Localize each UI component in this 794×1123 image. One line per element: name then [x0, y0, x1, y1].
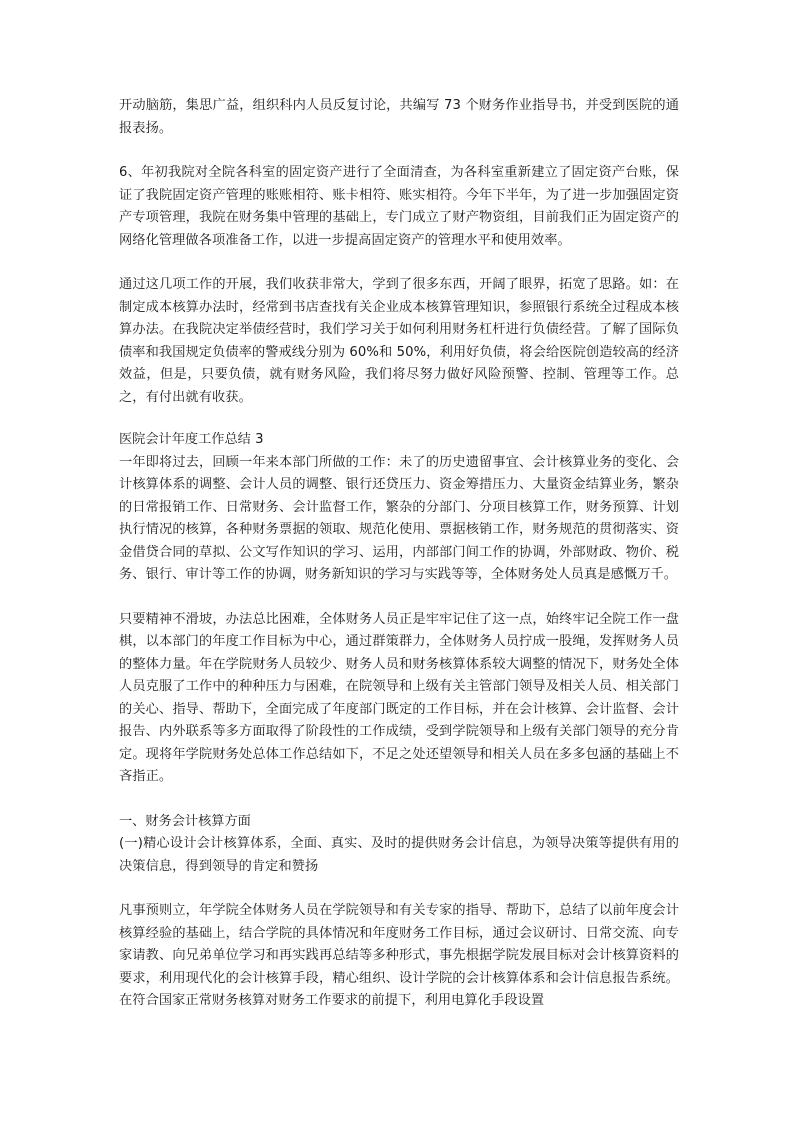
section-heading-accounting: 一、财务会计核算方面 [119, 813, 251, 829]
paragraph-fixed-assets: 6、年初我院对全院各科室的固定资产进行了全面清查，为各科室重新建立了固定资产台账，保证了我院固定资产管理的账账相符、账卡相符、账实相符。今年下半年，为了进一步加强固定资产专项管理，我院在财务集中管理的基础上，专门成立了财产物资组，目前我们正为固定资产的网络化管理做各项准备工作，以进一步提高固定资产的管理水平和使用效率。 [119, 165, 679, 248]
paragraph-spirit: 只要精神不滑坡，办法总比困难，全体财务人员正是牢牢记住了这一点，始终牢记全院工作一盘棋，以本部门的年度工作目标为中心，通过群策群力，全体财务人员拧成一股绳，发挥财务人员的整体力量。年在学院财务人员较少、财务人员和财务核算体系较大调整的情况下，财务处全体人员克服了工作中的种种压力与困难，在院领导和上级有关主管部门领导及相关人员、相关部门的关心、指导、帮助下，全面完成了年度部门既定的工作目标，并在会计核算、会计监督、会计报告、内外联系等多方面取得了阶段性的工作成绩，受到学院领导和上级有关部门领导的充分肯定。现将年学院财务处总体工作总结如下，不足之处还望领导和相关人员在多多包涵的基础上不吝指正。 [119, 611, 679, 784]
paragraph-harvest: 通过这几项工作的开展，我们收获非常大，学到了很多东西，开阔了眼界，拓宽了思路。如：在制定成本核算办法时，经常到书店查找有关企业成本核算管理知识，参照银行系统全过程成本核算办法。在我院决定举债经营时，我们学习关于如何利用财务杠杆进行负债经营。了解了国际负债率和我国规定负债率的警戒线分别为 60%和 50%，利用好负债，将会给医院创造较高的经济效益，但是，只要负债，就有财务风险，我们将尽努力做好风险预警、控制、管理等工作。总之，有付出就有收获。 [119, 277, 679, 405]
paragraph-preparation: 凡事预则立，年学院全体财务人员在学院领导和有关专家的指导、帮助下，总结了以前年度会计核算经验的基础上，结合学院的具体情况和年度财务工作目标，通过会议研讨、日常交流、向专家请教、向兄弟单位学习和再实践再总结等多种形式，事先根据学院发展目标对会计核算资料的要求，利用现代化的会计核算手段，精心组织、设计学院的会计核算体系和会计信息报告系统。在符合国家正常财务核算对财务工作要求的前提下，利用电算化手段设置 [119, 903, 679, 1008]
subheading-accounting-system: (一)精心设计会计核算体系，全面、真实、及时的提供财务会计信息，为领导决策等提供有用的决策信息，得到领导的肯定和赞扬 [119, 836, 679, 874]
section-title: 医院会计年度工作总结 3 [119, 432, 264, 447]
paragraph-continuation: 开动脑筋，集思广益，组织科内人员反复讨论，共编写 73 个财务作业指导书，并受到医院的通报表扬。 [119, 98, 679, 136]
paragraph-year-review: 一年即将过去，回顾一年来本部门所做的工作：未了的历史遗留事宜、会计核算业务的变化、会计核算体系的调整、会计人员的调整、银行还贷压力、资金筹措压力、大量资金结算业务，繁杂的日常报销工作、日常财务、会计监督工作，繁杂的分部门、分项目核算工作，财务预算、计划执行情况的核算，各种财务票据的领取、规范化使用、票据核销工作，财务规范的贯彻落实、资金借贷合同的草拟、公文写作知识的学习、运用，内部部门间工作的协调，外部财政、物价、税务、银行、审计等工作的协调，财务新知识的学习与实践等等，全体财务处人员真是感慨万千。 [119, 454, 679, 582]
document-body [119, 95, 679, 1013]
